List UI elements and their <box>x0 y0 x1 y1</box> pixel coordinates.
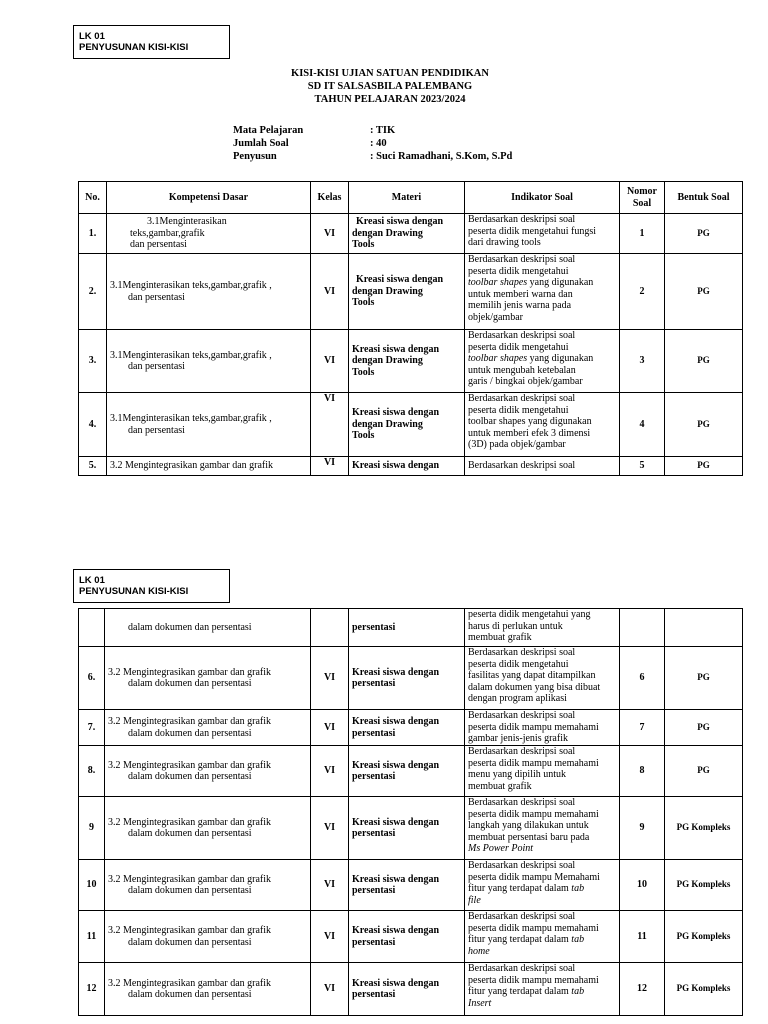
row-nomor: 8 <box>620 746 665 797</box>
ind-line: Berdasarkan deskripsi soal <box>468 330 576 341</box>
row-kelas: VI <box>311 457 349 476</box>
row-bentuk: PG <box>665 457 743 476</box>
row-kd <box>105 609 311 647</box>
ind-line <box>468 353 616 365</box>
row-materi <box>349 911 465 963</box>
kd-line: dalam dokumen dan persentasi <box>128 621 252 633</box>
row-indikator <box>465 647 620 710</box>
row-kelas: VI <box>311 746 349 797</box>
kd-line: dalam dokumen dan persentasi <box>128 828 252 839</box>
kd-line: 3.2 Mengintegrasikan gambar dan grafik <box>108 873 272 885</box>
row-nomor: 9 <box>620 797 665 860</box>
row-bentuk: PG Kompleks <box>665 860 743 911</box>
materi-line: persentasi <box>352 885 396 896</box>
kd-line: 3.2 Mengintegrasikan gambar dan grafik <box>108 666 272 678</box>
ind-italic: home <box>468 945 490 957</box>
kisi-table-1 <box>78 181 743 476</box>
row-kd <box>107 214 311 254</box>
ind-line: peserta didik mampu memahami <box>468 808 599 820</box>
ind-line: Berdasarkan deskripsi soal <box>468 647 576 658</box>
ind-line: Berdasarkan deskripsi soal <box>468 963 576 974</box>
row-nomor: 10 <box>620 860 665 911</box>
ind-italic: toolbar shapes <box>468 277 528 288</box>
ind-text: fitur yang terdapat dalam <box>468 986 572 997</box>
materi-line: Tools <box>352 430 375 442</box>
table-row-continued <box>79 609 743 647</box>
ind-line: fasilitas yang dapat ditampilkan <box>468 670 596 681</box>
ind-line: dari drawing tools <box>468 237 541 248</box>
col-indikator: Indikator Soal <box>465 182 620 214</box>
ind-line: peserta didik mampu memahami <box>468 721 599 733</box>
ind-line: garis / bingkai objek/gambar <box>468 376 583 387</box>
ind-line: peserta didik mengetahui <box>468 265 569 277</box>
materi-line: dengan Drawing <box>352 227 423 239</box>
table-row <box>79 911 743 963</box>
document-heading <box>200 67 580 106</box>
ind-line: peserta didik mengetahui yang <box>468 609 591 620</box>
row-kd <box>105 746 311 797</box>
row-kd <box>107 254 311 330</box>
table-row <box>79 254 743 330</box>
materi-line: persentasi <box>352 936 396 948</box>
row-no: 11 <box>79 911 105 963</box>
row-materi <box>349 797 465 860</box>
kd-line: 3.2 Mengintegrasikan gambar dan grafik <box>108 759 272 771</box>
row-kd <box>105 963 311 1016</box>
ind-line: Berdasarkan deskripsi soal <box>468 710 576 721</box>
row-bentuk: PG <box>665 746 743 797</box>
row-bentuk: PG Kompleks <box>665 797 743 860</box>
kd-line: 3.2 Mengintegrasikan gambar dan grafik <box>108 816 272 828</box>
heading-line2: SD IT SALSASBILA PALEMBANG <box>307 81 473 92</box>
row-no: 9 <box>79 797 105 860</box>
row-materi <box>349 710 465 746</box>
row-indikator <box>465 254 620 330</box>
ind-line: peserta didik mengetahui fungsi <box>468 225 597 237</box>
table-row <box>79 330 743 393</box>
row-no <box>79 609 105 647</box>
materi-line: persentasi <box>352 771 396 782</box>
materi-line: persentasi <box>352 828 396 839</box>
materi-line: Tools <box>352 239 375 251</box>
ind-line: harus di perlukan untuk <box>468 620 563 632</box>
col-nomor-line1: Nomor <box>627 186 657 197</box>
row-nomor: 6 <box>620 647 665 710</box>
table-row <box>79 710 743 746</box>
ind-line: membuat grafik <box>468 632 532 643</box>
col-kd: Kompetensi Dasar <box>107 182 311 214</box>
kd-line: 3.2 Mengintegrasikan gambar dan grafik <box>108 977 272 989</box>
ind-line: Berdasarkan deskripsi soal <box>468 214 576 225</box>
ind-line <box>468 843 616 855</box>
kd-line: 3.1Menginterasikan teks,gambar,grafik , <box>110 349 272 361</box>
row-nomor <box>620 609 665 647</box>
row-materi <box>349 746 465 797</box>
materi-line: Tools <box>352 366 375 378</box>
jumlah-label: Jumlah Soal <box>233 138 289 149</box>
row-kelas: VI <box>311 963 349 1016</box>
row-kelas: VI <box>311 214 349 254</box>
row-nomor: 3 <box>620 330 665 393</box>
row-indikator: Berdasarkan deskripsi soal <box>465 457 620 476</box>
row-kelas: VI <box>311 330 349 393</box>
row-bentuk: PG <box>665 647 743 710</box>
row-kelas: VI <box>311 860 349 911</box>
ind-italic: tab <box>571 934 585 945</box>
ind-line: memilih jenis warna pada <box>468 300 572 311</box>
row-kelas: VI <box>311 911 349 963</box>
ind-line: Berdasarkan deskripsi soal <box>468 911 576 922</box>
col-bentuk: Bentuk Soal <box>665 182 743 214</box>
row-no: 10 <box>79 860 105 911</box>
col-nomor-line2: Soal <box>632 197 652 209</box>
row-kd <box>105 860 311 911</box>
table-row <box>79 963 743 1016</box>
row-bentuk: PG Kompleks <box>665 911 743 963</box>
kd-line: dalam dokumen dan persentasi <box>128 771 252 782</box>
kd-line: dalam dokumen dan persentasi <box>128 936 252 948</box>
ind-line: Berdasarkan deskripsi soal <box>468 393 576 404</box>
lk-title: PENYUSUNAN KISI-KISI <box>79 586 189 597</box>
row-no: 12 <box>79 963 105 1016</box>
lk-label: LK 01 <box>79 31 105 42</box>
materi-line: Kreasi siswa dengan <box>352 407 440 419</box>
row-no: 3. <box>79 330 107 393</box>
ind-line: peserta didik mengetahui <box>468 341 569 353</box>
row-no: 8. <box>79 746 105 797</box>
row-nomor: 4 <box>620 393 665 457</box>
ind-line <box>468 934 616 946</box>
kd-line: teks,gambar,grafik <box>130 227 205 239</box>
materi-line: Kreasi siswa dengan <box>356 216 444 228</box>
lk-box-page2 <box>73 569 230 603</box>
row-kd <box>105 797 311 860</box>
ind-line: dengan program aplikasi <box>468 693 567 704</box>
mapel-value: : TIK <box>370 125 396 136</box>
row-no: 4. <box>79 393 107 457</box>
row-bentuk: PG <box>665 254 743 330</box>
row-indikator <box>465 963 620 1016</box>
kd-line: 3.1Menginterasikan <box>147 216 227 228</box>
heading-line3: TAHUN PELAJARAN 2023/2024 <box>314 94 466 105</box>
ind-line: toolbar shapes yang digunakan <box>468 416 592 427</box>
row-nomor: 7 <box>620 710 665 746</box>
col-no: No. <box>79 182 107 214</box>
ind-line: (3D) pada objek/gambar <box>468 439 566 450</box>
row-indikator <box>465 214 620 254</box>
row-kelas: VI <box>311 254 349 330</box>
row-no: 6. <box>79 647 105 710</box>
row-kd <box>105 647 311 710</box>
heading-line1: KISI-KISI UJIAN SATUAN PENDIDIKAN <box>291 68 489 79</box>
ind-line: untuk memberi warna dan <box>468 288 573 300</box>
col-kelas: Kelas <box>311 182 349 214</box>
ind-line <box>468 998 616 1010</box>
materi-line: Kreasi siswa dengan <box>352 873 440 885</box>
materi-line: Kreasi siswa dengan <box>352 716 440 727</box>
row-indikator <box>465 860 620 911</box>
row-materi <box>349 860 465 911</box>
table-row <box>79 393 743 457</box>
kd-line: dalam dokumen dan persentasi <box>128 885 252 896</box>
kd-line: dan persentasi <box>128 361 185 372</box>
row-kelas: VI <box>311 393 349 457</box>
row-indikator <box>465 911 620 963</box>
document-meta <box>233 124 512 163</box>
materi-line: Kreasi siswa dengan <box>352 816 440 828</box>
ind-line: membuat persentasi baru pada <box>468 831 590 843</box>
kd-line: 3.1Menginterasikan teks,gambar,grafik , <box>110 280 272 291</box>
table-row <box>79 457 743 476</box>
row-kd <box>105 911 311 963</box>
col-nomor <box>620 182 665 214</box>
materi-line: persentasi <box>352 989 396 1000</box>
ind-line: Berdasarkan deskripsi soal <box>468 797 576 808</box>
row-kelas: VI <box>311 710 349 746</box>
row-no: 2. <box>79 254 107 330</box>
kd-line: dan persentasi <box>130 239 187 251</box>
ind-line: peserta didik mampu Memahami <box>468 871 600 883</box>
row-materi: Kreasi siswa dengan <box>349 457 465 476</box>
table1-header-row <box>79 182 743 214</box>
row-indikator <box>465 393 620 457</box>
materi-line: Tools <box>352 297 375 309</box>
ind-italic: tab <box>571 883 585 894</box>
materi-line: Kreasi siswa dengan <box>352 759 440 771</box>
penyusun-value: : Suci Ramadhani, S.Kom, S.Pd <box>370 151 513 162</box>
materi-line: persentasi <box>352 727 396 739</box>
ind-text: fitur yang terdapat dalam <box>468 883 572 894</box>
materi-line: dengan Drawing <box>352 285 423 297</box>
row-indikator <box>465 609 620 647</box>
row-kelas <box>311 609 349 647</box>
row-materi <box>349 214 465 254</box>
materi-line: persentasi <box>352 678 396 689</box>
row-nomor: 2 <box>620 254 665 330</box>
row-indikator <box>465 797 620 860</box>
ind-line: peserta didik mampu memahami <box>468 974 599 986</box>
row-bentuk: PG Kompleks <box>665 963 743 1016</box>
row-materi: persentasi <box>349 609 465 647</box>
lk-title: PENYUSUNAN KISI-KISI <box>79 42 189 53</box>
ind-line: untuk memberi efek 3 dimensi <box>468 427 591 439</box>
table-row <box>79 647 743 710</box>
ind-italic: tab <box>571 986 585 997</box>
row-materi <box>349 254 465 330</box>
table-row <box>79 746 743 797</box>
row-nomor: 11 <box>620 911 665 963</box>
row-materi <box>349 330 465 393</box>
row-bentuk: PG <box>665 393 743 457</box>
row-indikator <box>465 746 620 797</box>
row-kelas: VI <box>311 797 349 860</box>
mapel-label: Mata Pelajaran <box>233 125 304 136</box>
ind-line: peserta didik mampu memahami <box>468 757 599 769</box>
ind-line: langkah yang dilakukan untuk <box>468 820 589 831</box>
row-bentuk: PG <box>665 330 743 393</box>
ind-line: menu yang dipilih untuk <box>468 769 567 780</box>
ind-italic: file <box>468 894 481 906</box>
ind-italic: Ms Power Point <box>468 843 533 854</box>
materi-line: Kreasi siswa dengan <box>352 977 440 989</box>
ind-text: fitur yang terdapat dalam <box>468 934 572 945</box>
row-kd <box>105 710 311 746</box>
ind-italic: toolbar shapes <box>468 353 528 364</box>
ind-italic: Insert <box>468 997 492 1009</box>
ind-line: Berdasarkan deskripsi soal <box>468 254 576 265</box>
table-row <box>79 214 743 254</box>
penyusun-label: Penyusun <box>233 151 277 162</box>
row-bentuk: PG <box>665 710 743 746</box>
jumlah-value: : 40 <box>370 138 387 149</box>
row-indikator <box>465 330 620 393</box>
ind-line: peserta didik mengetahui <box>468 404 569 416</box>
ind-text: yang digunakan <box>527 277 594 288</box>
ind-line: peserta didik mampu memahami <box>468 922 599 934</box>
ind-line: dalam dokumen yang bisa dibuat <box>468 681 601 693</box>
kd-line: dan persentasi <box>128 291 185 303</box>
row-nomor: 5 <box>620 457 665 476</box>
ind-line: membuat grafik <box>468 780 532 792</box>
ind-line: gambar jenis-jenis grafik <box>468 733 568 744</box>
ind-line: untuk mengubah ketebalan <box>468 364 576 376</box>
ind-line <box>468 946 616 958</box>
row-no: 7. <box>79 710 105 746</box>
row-nomor: 1 <box>620 214 665 254</box>
row-nomor: 12 <box>620 963 665 1016</box>
row-kelas: VI <box>311 647 349 710</box>
ind-line <box>468 895 616 907</box>
row-kd <box>107 330 311 393</box>
ind-line <box>468 883 616 895</box>
ind-line <box>468 277 616 289</box>
materi-line: Kreasi siswa dengan <box>352 343 440 355</box>
row-kd: 3.2 Mengintegrasikan gambar dan grafik <box>107 457 311 476</box>
row-materi <box>349 963 465 1016</box>
col-materi: Materi <box>349 182 465 214</box>
kisi-table-2 <box>78 608 743 1016</box>
row-bentuk: PG <box>665 214 743 254</box>
ind-line <box>468 986 616 998</box>
lk-label: LK 01 <box>79 575 105 586</box>
table-row <box>79 860 743 911</box>
kd-line: 3.2 Mengintegrasikan gambar dan grafik <box>108 925 272 936</box>
row-materi <box>349 647 465 710</box>
ind-line: peserta didik mengetahui <box>468 658 569 670</box>
row-no: 1. <box>79 214 107 254</box>
ind-line: objek/gambar <box>468 311 523 323</box>
kd-line: dalam dokumen dan persentasi <box>128 727 252 739</box>
row-indikator <box>465 710 620 746</box>
kd-line: dalam dokumen dan persentasi <box>128 678 252 689</box>
materi-line: Kreasi siswa dengan <box>352 925 440 936</box>
kd-line: dan persentasi <box>128 424 185 436</box>
lk-box-page1 <box>73 25 230 59</box>
kd-line: 3.1Menginterasikan teks,gambar,grafik , <box>110 413 272 424</box>
kd-line: 3.2 Mengintegrasikan gambar dan grafik <box>108 716 272 727</box>
ind-line: Berdasarkan deskripsi soal <box>468 746 576 757</box>
kd-line: dalam dokumen dan persentasi <box>128 989 252 1000</box>
materi-line: Kreasi siswa dengan <box>356 274 444 286</box>
materi-line: Kreasi siswa dengan <box>352 666 440 678</box>
row-materi <box>349 393 465 457</box>
row-no: 5. <box>79 457 107 476</box>
ind-line: Berdasarkan deskripsi soal <box>468 860 576 871</box>
materi-line: dengan Drawing <box>352 355 423 367</box>
ind-text: yang digunakan <box>527 353 594 364</box>
row-bentuk <box>665 609 743 647</box>
table-row <box>79 797 743 860</box>
row-kd <box>107 393 311 457</box>
materi-line: dengan Drawing <box>352 418 423 430</box>
